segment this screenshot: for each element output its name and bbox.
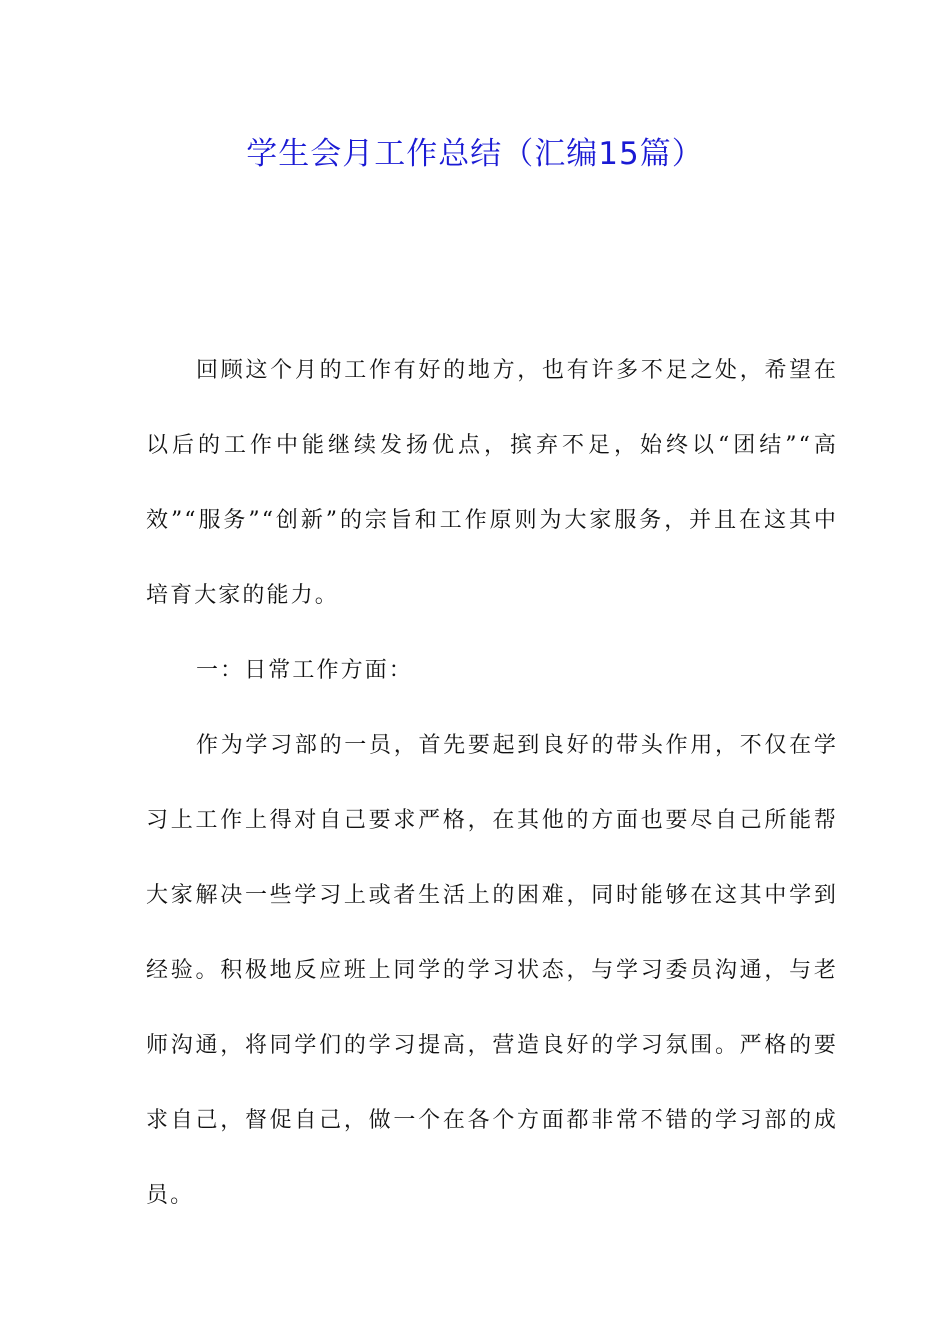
- document-body: [146, 333, 838, 1233]
- document-title: 学生会月工作总结（汇编15篇）: [246, 136, 704, 172]
- section-heading-daily-work: 一：日常工作方面：: [196, 658, 413, 683]
- paragraph-intro: 回顾这个月的工作有好的地方，也有许多不足之处，希望在以后的工作中能继续发扬优点，摈弃不足，始终以“团结”“高效”“服务”“创新”的宗旨和工作原则为大家服务，并且在这其中培育大家的能力。: [146, 358, 838, 608]
- paragraph-daily-work: 作为学习部的一员，首先要起到良好的带头作用，不仅在学习上工作上得对自己要求严格，在其他的方面也要尽自己所能帮大家解决一些学习上或者生活上的困难，同时能够在这其中学到经验。积极地反应班上同学的学习状态，与学习委员沟通，与老师沟通，将同学们的学习提高，营造良好的学习氛围。严格的要求自己，督促自己，做一个在各个方面都非常不错的学习部的成员。: [146, 733, 838, 1208]
